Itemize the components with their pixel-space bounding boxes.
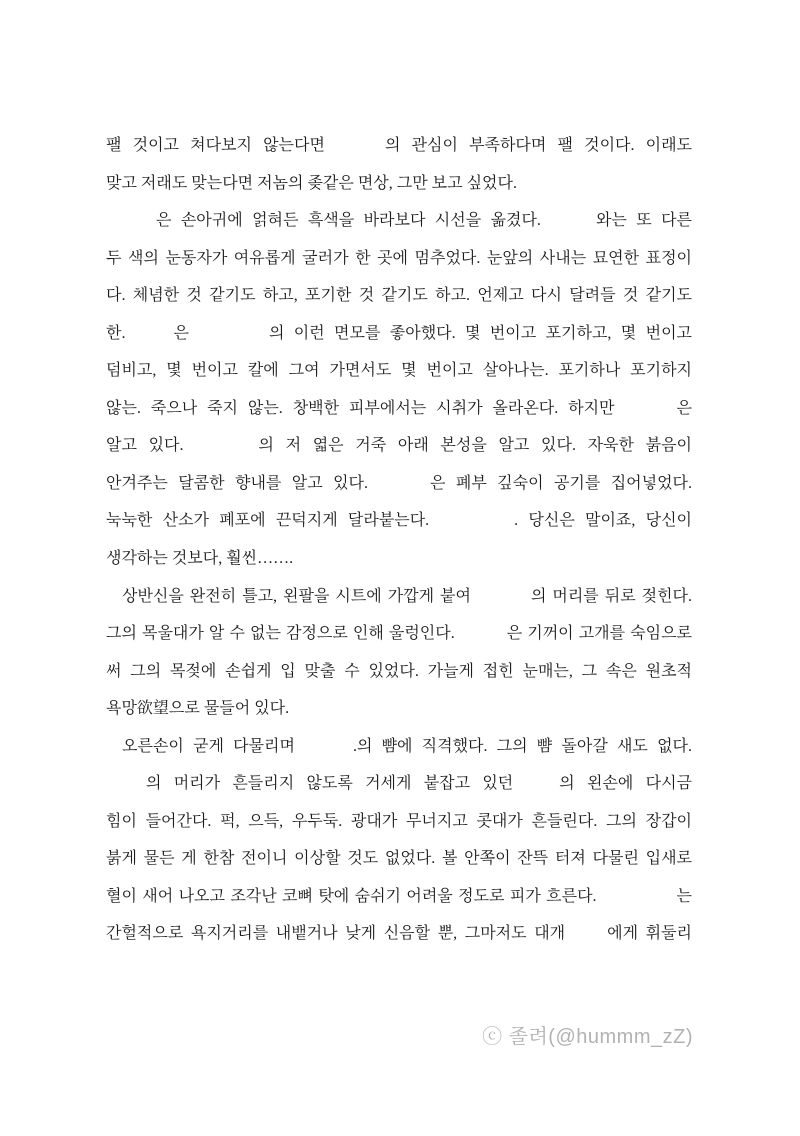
text-line: 써 그의 목젖에 손쉽게 입 맞출 수 있었다. 가늘게 접힌 눈매는, 그 속은 원초적 bbox=[106, 662, 692, 680]
redacted-name-blank bbox=[471, 599, 531, 601]
text-line: 알고 있다. 의 저 엷은 거죽 아래 본성을 알고 있다. 자욱한 붉음이 bbox=[106, 437, 692, 455]
body-text bbox=[106, 127, 692, 953]
redacted-name-blank bbox=[325, 148, 385, 150]
text-line: 욕망欲望으로 물들어 있다. bbox=[106, 700, 290, 718]
redacted-name-blank bbox=[106, 749, 122, 751]
text-line: 맞고 저래도 맞는다면 저놈의 좆같은 면상, 그만 보고 싶었다. bbox=[106, 174, 517, 192]
text-line: 붉게 물든 게 한참 전이니 이상할 것도 없었다. 볼 안쪽이 잔뜩 터져 다물린 입새로 bbox=[106, 850, 692, 868]
text-line: 팰 것이고 쳐다보지 않는다면 의 관심이 부족하다며 팰 것이다. 이래도 bbox=[106, 137, 692, 154]
text-line: 한. 은 의 이런 면모를 좋아했다. 몇 번이고 포기하고, 몇 번이고 bbox=[106, 324, 692, 342]
text-line: 두 색의 눈동자가 여유롭게 굴러가 한 곳에 멈추었다. 눈앞의 사내는 묘연한 표정이 bbox=[106, 249, 692, 267]
redacted-name-blank bbox=[183, 448, 258, 450]
redacted-name-blank bbox=[106, 599, 122, 601]
redacted-name-blank bbox=[565, 936, 607, 938]
redacted-name-blank bbox=[597, 899, 677, 901]
text-line: 힘이 들어간다. 퍽, 으득, 우두둑. 광대가 무너지고 콧대가 흔들린다. 그의 장갑이 bbox=[106, 812, 692, 830]
redacted-name-blank bbox=[541, 223, 596, 225]
text-line: 생각하는 것보다, 훨씬……. bbox=[106, 550, 294, 568]
text-line: 은 손아귀에 얽혀든 흑색을 바라보다 시선을 옮겼다. 와는 또 다른 bbox=[106, 202, 692, 240]
redacted-name-blank bbox=[106, 786, 146, 788]
text-line: 간헐적으로 욕지거리를 내뱉거나 낮게 신음할 뿐, 그마저도 대개 에게 휘둘리 bbox=[106, 925, 692, 943]
text-line: 혈이 새어 나오고 조각난 코뼈 탓에 숨쉬기 어려울 정도로 피가 흐른다. 는 bbox=[106, 887, 692, 905]
redacted-name-blank bbox=[615, 411, 677, 413]
text-line: 않는. 죽으나 죽지 않는. 창백한 피부에서는 시취가 올라온다. 하지만 은 bbox=[106, 399, 692, 417]
redacted-name-blank bbox=[513, 786, 559, 788]
text-line: 상반신을 완전히 틀고, 왼팔을 시트에 가깝게 붙여 의 머리를 뒤로 젖힌다. bbox=[106, 578, 692, 616]
text-line: 안겨주는 달콤한 향내를 알고 있다. 은 폐부 깊숙이 공기를 집어넣었다. bbox=[106, 474, 692, 492]
redacted-name-blank bbox=[368, 486, 430, 488]
text-line: 다. 체념한 것 같기도 하고, 포기한 것 같기도 하고. 언제고 다시 달려들 것 같기도 bbox=[106, 287, 692, 305]
redacted-name-blank bbox=[106, 223, 156, 225]
text-line: 의 머리가 흔들리지 않도록 거세게 붙잡고 있던 의 왼손에 다시금 bbox=[106, 765, 692, 803]
redacted-name-blank bbox=[429, 523, 514, 525]
redacted-name-blank bbox=[125, 336, 173, 338]
text-line: 그의 목울대가 알 수 없는 감정으로 인해 울렁인다. 은 기꺼이 고개를 숙임으로 bbox=[106, 625, 692, 643]
redacted-name-blank bbox=[295, 749, 353, 751]
redacted-name-blank bbox=[455, 636, 507, 638]
text-line: 오른손이 굳게 다물리며 .의 뺨에 직격했다. 그의 뺨 돌아갈 새도 없다. bbox=[106, 728, 692, 766]
text-line: 덤비고, 몇 번이고 칼에 그여 가면서도 몇 번이고 살아나는. 포기하나 포기하지 bbox=[106, 362, 692, 380]
redacted-name-blank bbox=[189, 336, 269, 338]
text-line: 눅눅한 산소가 폐포에 끈덕지게 달라붙는다. . 당신은 말이죠, 당신이 bbox=[106, 512, 692, 530]
watermark: ⓒ 졸려(@hummm_zZ) bbox=[482, 1026, 693, 1048]
